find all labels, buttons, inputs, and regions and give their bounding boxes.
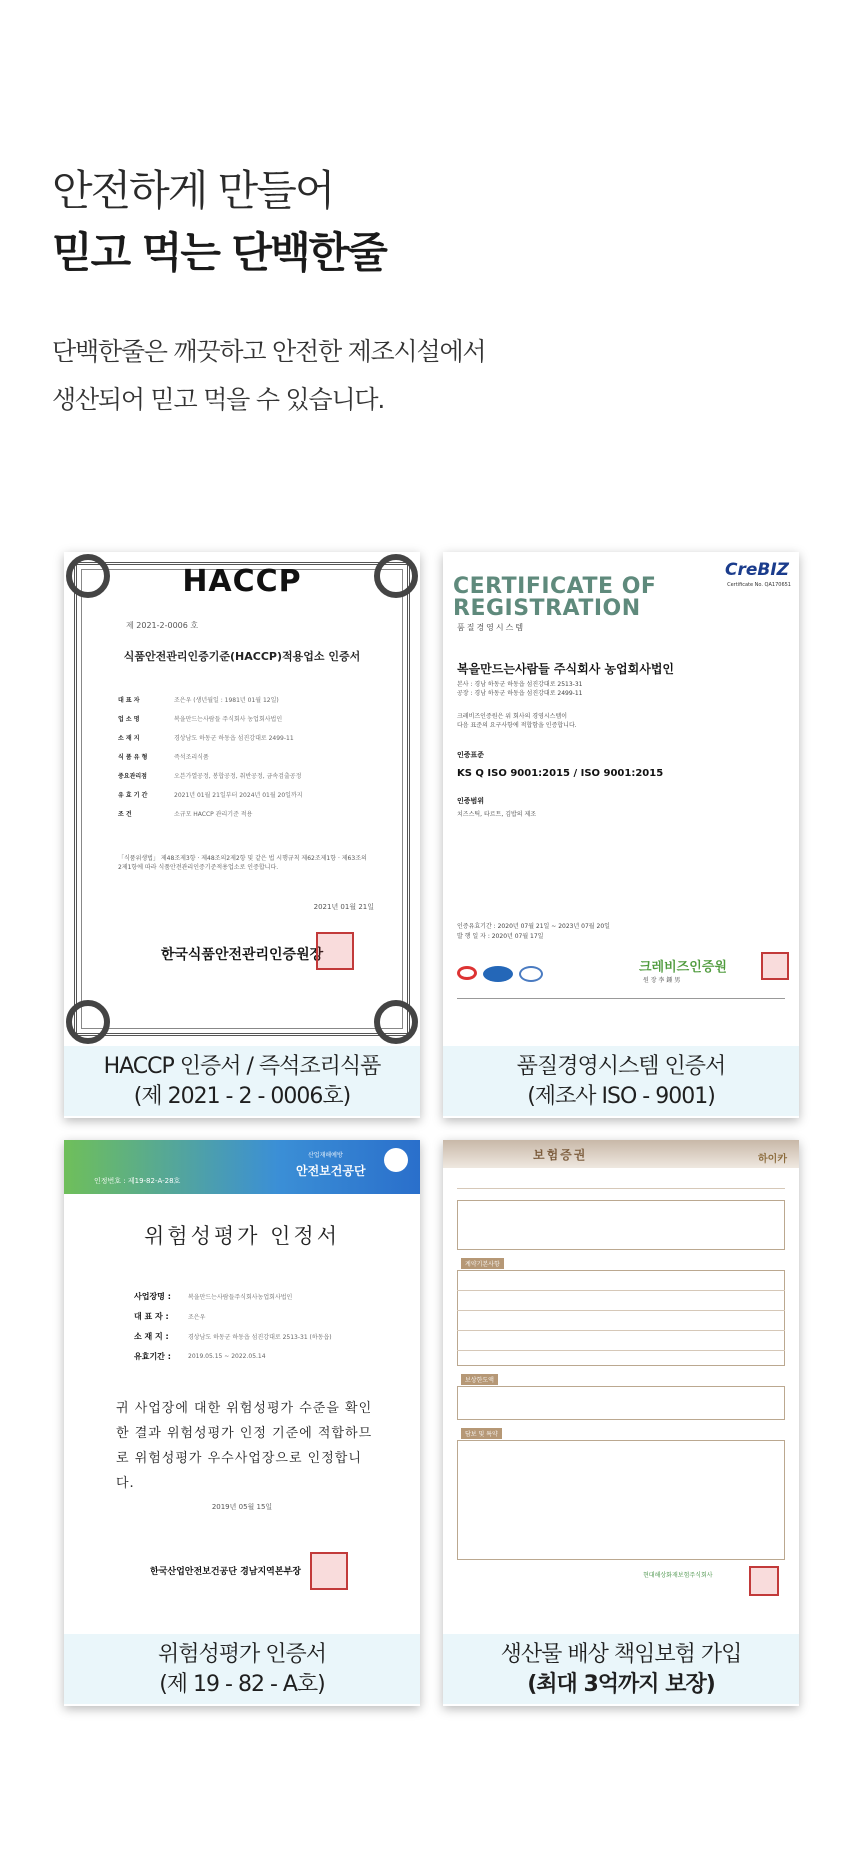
description <box>52 328 485 424</box>
haccp-certificate-image <box>64 552 420 1046</box>
row-key: 식 품 유 형 <box>118 754 148 761</box>
kosha-date: 2019년 05월 15일 <box>211 1503 273 1511</box>
row-key: 유 효 기 간 <box>118 792 148 799</box>
row-value: 2019.05.15 ~ 2022.05.14 <box>188 1352 266 1360</box>
row-key: 업 소 명 <box>118 716 140 723</box>
row-key: 사업장명 : <box>134 1291 171 1301</box>
headline <box>52 160 386 284</box>
row-value: 복을만드는사람들 주식회사 농업회사법인 <box>174 716 283 723</box>
haccp-rows <box>118 690 368 823</box>
iso-issued: 발 행 일 자 : 2020년 07월 17일 <box>457 933 544 940</box>
kosha-row <box>134 1286 332 1306</box>
row-value: 2021년 01월 21일부터 2024년 01월 20일까지 <box>174 792 303 799</box>
headline-line1: 안전하게 만들어 <box>52 166 334 215</box>
kab-logo-icon <box>519 966 543 982</box>
row-value: 즉석조리식품 <box>174 754 209 761</box>
divider <box>457 998 785 999</box>
kosha-row <box>134 1306 332 1326</box>
kosha-row <box>134 1346 332 1366</box>
row-value: 경상남도 하동군 하동읍 섬진강대로 2513-31 (하동읍) <box>188 1333 332 1341</box>
iaf-logo-icon <box>483 966 513 982</box>
iso-std-label: 인증표준 <box>457 751 485 759</box>
haccp-row <box>118 804 368 823</box>
certificate-card-risk-assessment <box>64 1140 420 1706</box>
iso-certificate-image <box>443 552 799 1046</box>
haccp-row <box>118 690 368 709</box>
caption-line1: 품질경영시스템 인증서 <box>516 1054 726 1079</box>
caption-line2: (제 2021 - 2 - 0006호) <box>133 1084 351 1109</box>
caption-line2: (제 19 - 82 - A호) <box>159 1672 325 1697</box>
insurance-box <box>457 1270 785 1366</box>
seal-icon <box>316 932 354 970</box>
divider <box>457 1188 785 1189</box>
row-key: 유효기간 : <box>134 1351 171 1361</box>
iso-statement1: 크레비즈인증원은 위 회사의 경영시스템이 <box>457 713 568 720</box>
card-caption <box>443 1046 799 1116</box>
caption-line1: HACCP 인증서 / 즉석조리식품 <box>103 1054 381 1079</box>
caption-line1: 생산물 배상 책임보험 가입 <box>500 1642 742 1667</box>
row-value: 조은우 (생년월일 : 1981년 01월 12일) <box>174 697 279 704</box>
iso-title-line2: REGISTRATION <box>453 596 641 621</box>
caption-line2: (제조사 ISO - 9001) <box>527 1084 715 1109</box>
certificate-no: Certificate No. QA170651 <box>727 582 791 588</box>
insurance-title: 보험증권 <box>533 1148 588 1162</box>
headline-line2: 믿고 먹는 단백한줄 <box>52 228 386 277</box>
ornament-icon <box>374 1000 418 1044</box>
divider <box>457 1290 785 1291</box>
haccp-row <box>118 785 368 804</box>
iso-standard: KS Q ISO 9001:2015 / ISO 9001:2015 <box>457 768 664 779</box>
insurance-box <box>457 1386 785 1420</box>
row-key: 조 건 <box>118 811 132 818</box>
kosha-signer: 한국산업안전보건공단 경남지역본부장 <box>150 1567 301 1577</box>
kosha-logo-icon <box>384 1148 408 1172</box>
iso-title <box>453 576 656 620</box>
iso-period: 인증유효기간 : 2020년 07월 21일 ~ 2023년 07월 20일 <box>457 923 610 930</box>
insurer-name: 현대해상화재보험주식회사 <box>643 1572 713 1579</box>
caption-line2: (최대 3억까지 보장) <box>527 1672 715 1697</box>
kosha-row <box>134 1326 332 1346</box>
seal-icon <box>749 1566 779 1596</box>
insurance-box <box>457 1440 785 1560</box>
iso-org: 크레비즈인증원 <box>639 960 727 975</box>
iso-scope-label: 인증범위 <box>457 797 485 805</box>
risk-certificate-image <box>64 1140 420 1634</box>
row-key: 대 표 자 : <box>134 1311 169 1321</box>
kosha-number: 인정번호 : 제19-82-A-28호 <box>94 1177 181 1185</box>
row-key: 중요관리점 <box>118 773 147 780</box>
insurance-box <box>457 1200 785 1250</box>
divider <box>457 1310 785 1311</box>
haccp-row <box>118 728 368 747</box>
section-label: 보상한도액 <box>461 1374 498 1385</box>
kosha-org-small: 산업재해예방 <box>308 1152 343 1159</box>
row-value: 오븐가열공정, 봉합공정, 취반공정, 금속검출공정 <box>174 773 302 780</box>
haccp-number: 제 2021-2-0006 호 <box>126 621 199 630</box>
kosha-title: 위험성평가 인정서 <box>144 1224 340 1248</box>
kosha-body: 귀 사업장에 대한 위험성평가 수준을 확인한 결과 위험성평가 인정 기준에 적합하므로 위험성평가 우수사업장으로 인정합니다. <box>116 1401 373 1491</box>
haccp-row <box>118 747 368 766</box>
haccp-note: 「식품위생법」 제48조제3항 · 제48조의2제2항 및 같은 법 시행규칙 제62조제1항 · 제63조의2제1항에 따라 식품안전관리인증기준적용업소로 인증합니다. <box>118 855 367 871</box>
haccp-row <box>118 766 368 785</box>
certificate-card-iso <box>443 552 799 1118</box>
insurance-brand: 하이카 <box>758 1154 787 1165</box>
iso-address1: 본사 : 경남 하동군 하동읍 섬진강대로 2513-31 <box>457 681 583 688</box>
insurance-certificate-image <box>443 1140 799 1634</box>
row-value: 소규모 HACCP 관리기준 적용 <box>174 811 253 818</box>
haccp-signer: 한국식품안전관리인증원장 <box>160 947 324 963</box>
row-value: 경상남도 하동군 하동읍 섬진강대로 2499-11 <box>174 735 294 742</box>
description-line1: 단백한줄은 깨끗하고 안전한 제조시설에서 <box>52 337 486 366</box>
iso-org-head: 원 장 李 鍾 男 <box>643 977 681 984</box>
haccp-row <box>118 709 368 728</box>
description-line2: 생산되어 믿고 먹을 수 있습니다. <box>52 385 385 414</box>
row-key: 대 표 자 <box>118 697 140 704</box>
row-key: 소 재 지 <box>118 735 140 742</box>
divider <box>457 1330 785 1331</box>
accreditation-logo-icon <box>457 966 477 980</box>
card-caption <box>64 1046 420 1116</box>
row-key: 소 재 지 : <box>134 1331 169 1341</box>
iso-title-line1: CERTIFICATE OF <box>453 574 657 599</box>
certificate-card-haccp <box>64 552 420 1118</box>
insurance-header <box>443 1140 799 1168</box>
seal-icon <box>761 952 789 980</box>
haccp-date: 2021년 01월 21일 <box>313 903 374 911</box>
card-caption <box>443 1634 799 1704</box>
section-label: 담보 및 특약 <box>461 1428 502 1439</box>
caption-line1: 위험성평가 인증서 <box>157 1642 326 1667</box>
ornament-icon <box>66 1000 110 1044</box>
iso-statement2: 다음 표준의 요구사항에 적합함을 인증합니다. <box>457 722 577 729</box>
iso-subtitle: 품질경영시스템 <box>457 623 526 632</box>
section-label: 계약기본사항 <box>461 1258 504 1269</box>
seal-icon <box>310 1552 348 1590</box>
kosha-org: 안전보건공단 <box>296 1164 366 1178</box>
certificate-card-insurance <box>443 1140 799 1706</box>
crebiz-logo: CreBIZ <box>725 560 789 580</box>
haccp-title: HACCP <box>182 564 302 599</box>
iso-scope: 치즈스틱, 타르트, 김밥의 제조 <box>457 811 537 818</box>
row-value: 복을만드는사람들주식회사농업회사법인 <box>188 1293 293 1301</box>
kosha-rows <box>134 1286 332 1366</box>
iso-company: 복을만드는사람들 주식회사 농업회사법인 <box>457 662 675 676</box>
card-caption <box>64 1634 420 1704</box>
iso-address2: 공장 : 경남 하동군 하동읍 섬진강대로 2499-11 <box>457 690 583 697</box>
row-value: 조은우 <box>188 1313 206 1321</box>
divider <box>457 1350 785 1351</box>
haccp-heading: 식품안전관리인증기준(HACCP)적용업소 인증서 <box>123 650 361 663</box>
